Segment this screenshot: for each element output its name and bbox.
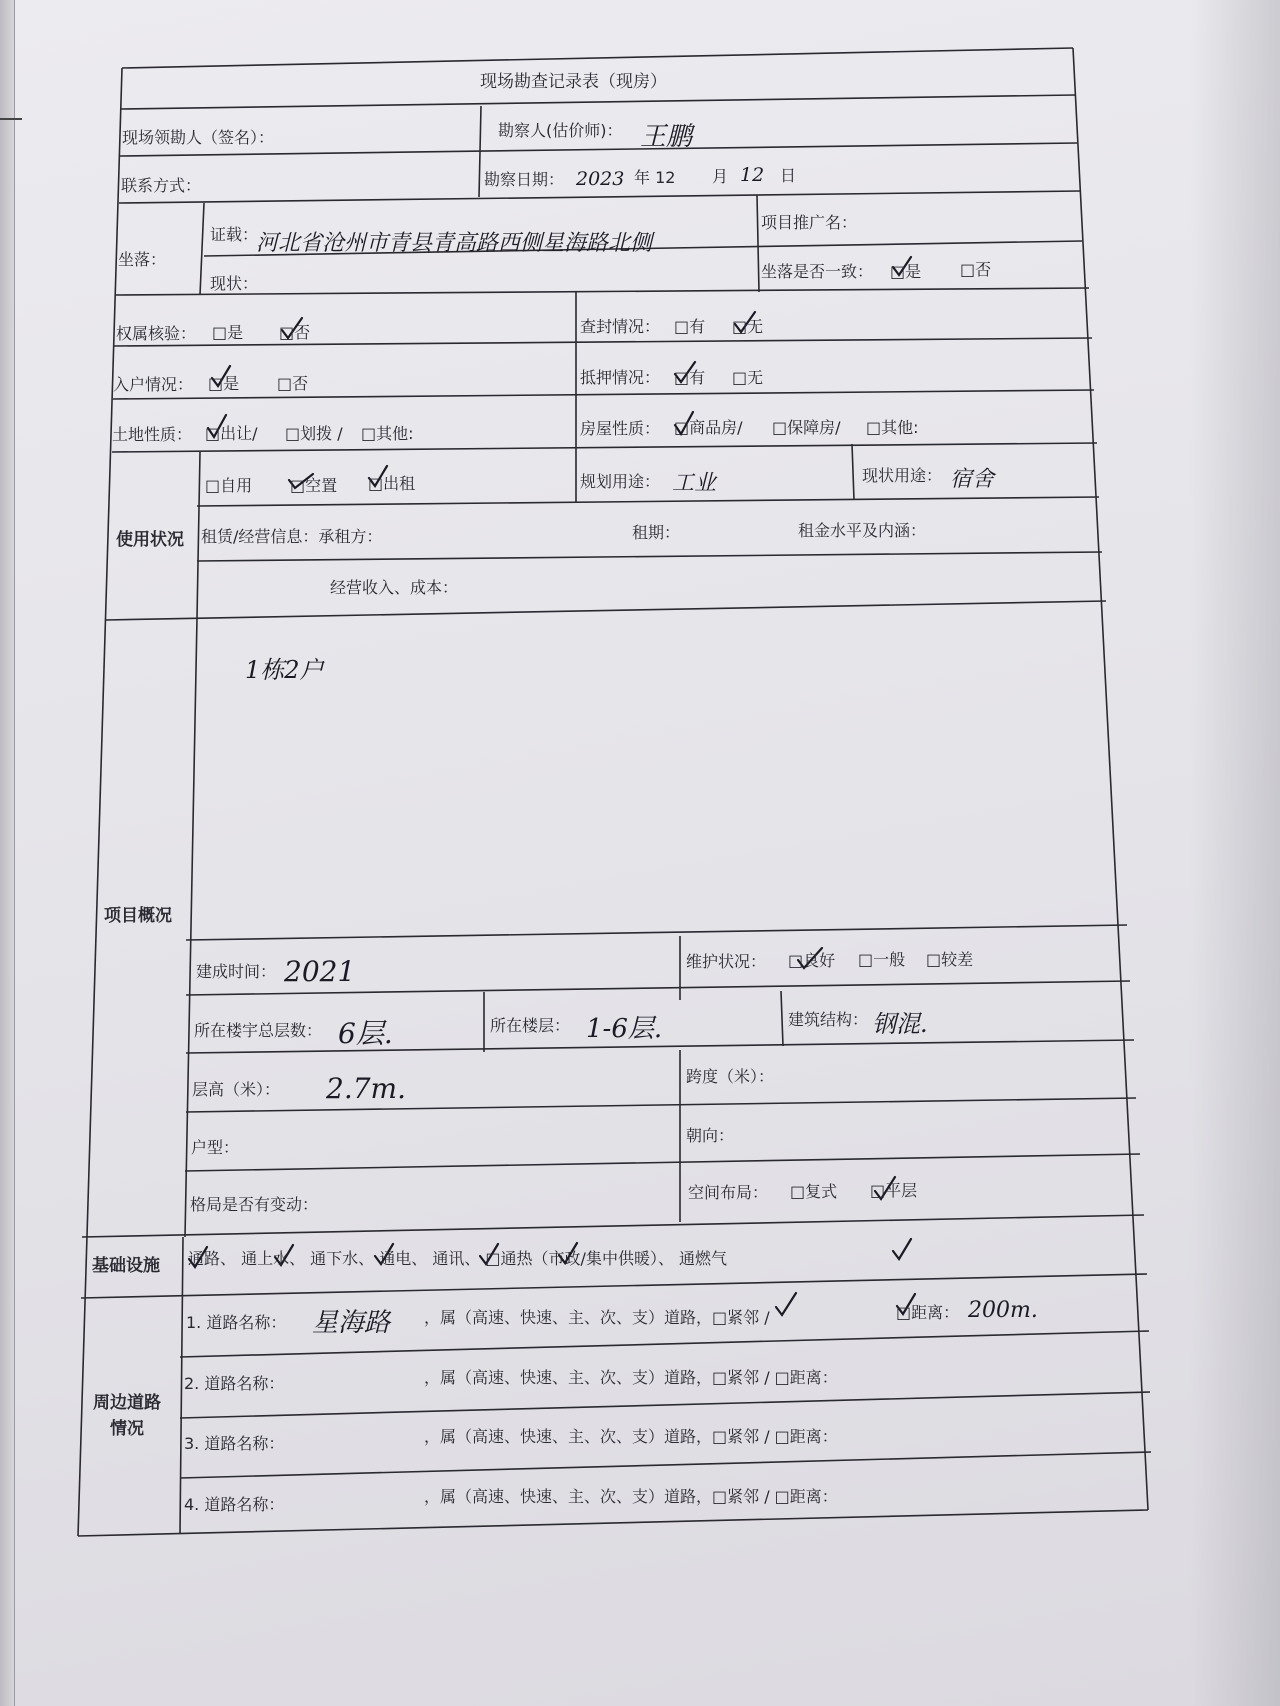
space-opt2: □平层 <box>870 1181 918 1200</box>
built-label: 建成时间： <box>196 962 277 981</box>
status-label: 现状： <box>210 274 259 293</box>
struct-label: 建筑结构： <box>788 1010 869 1029</box>
plan-use-label: 规划用途： <box>580 472 661 491</box>
income-label: 经营收入、成本： <box>330 578 459 597</box>
road-1-distance-label: □距离： <box>896 1303 960 1322</box>
cert-address: 河北省沧州市青县青高路西侧星海路北侧 <box>256 231 653 256</box>
surveyor-signature: 王鹏 <box>640 122 693 152</box>
height-value: 2.7m. <box>326 1072 406 1105</box>
date-day: 12 <box>740 164 765 186</box>
contact-label: 联系方式： <box>121 176 202 195</box>
check-infra-gas <box>893 1239 911 1259</box>
road-4-kind: ，属（高速、快速、主、次、支）道路，□紧邻 / □距离： <box>424 1487 838 1506</box>
road-2-kind: ，属（高速、快速、主、次、支）道路，□紧邻 / □距离： <box>424 1368 838 1387</box>
check-road-secondary <box>776 1293 796 1315</box>
house-opt1: □商品房/ <box>674 418 743 437</box>
land-opt2: □划拨 / <box>285 424 343 443</box>
rent-label: 租金水平及内涵： <box>798 521 927 540</box>
land-opt1: □出让/ <box>205 424 258 443</box>
lease-label: 租赁/经营信息：承租方： <box>201 527 383 546</box>
road-3-label: 3. 道路名称： <box>184 1434 285 1453</box>
ownership-label: 权属核验： <box>116 324 197 343</box>
built-value: 2021 <box>284 955 356 988</box>
house-opt3: □其他: <box>866 418 919 437</box>
consistent-no: □否 <box>960 260 992 279</box>
span-label: 跨度（米）： <box>686 1067 775 1086</box>
mortgage-label: 抵押情况： <box>580 368 661 387</box>
date-month-label: 月 <box>712 167 729 186</box>
consistent-label: 坐落是否一致： <box>761 262 874 281</box>
seal-have: □有 <box>674 317 706 336</box>
orient-label: 朝向： <box>686 1126 735 1145</box>
surveyor-label: 勘察人(估价师)： <box>498 121 623 140</box>
project-name-label: 项目推广名： <box>761 213 858 232</box>
overview-section-title: 项目概况 <box>104 906 172 926</box>
date-year: 2023 <box>576 168 625 190</box>
road-1-label: 1. 道路名称： <box>186 1313 287 1332</box>
consistent-yes: □是 <box>890 262 922 281</box>
lease-term-label: 租期： <box>632 523 681 542</box>
layout-change-label: 格局是否有变动： <box>190 1195 319 1214</box>
floors-label: 所在楼宇总层数： <box>194 1021 323 1040</box>
road-1-kind: ，属（高速、快速、主、次、支）道路，□紧邻 / <box>424 1308 770 1327</box>
current-use-label: 现状用途： <box>862 466 943 485</box>
ownership-no: □否 <box>279 323 311 342</box>
land-opt3: □其他: <box>361 424 414 443</box>
roads-section-title: 周边道路情况 <box>93 1393 161 1439</box>
floor-label: 所在楼层： <box>490 1016 571 1035</box>
date-label: 勘察日期： <box>484 170 565 189</box>
height-label: 层高（米）： <box>192 1080 281 1099</box>
maint-opt3: □较差 <box>926 950 974 969</box>
infra-section-title: 基础设施 <box>92 1256 160 1276</box>
location-label: 坐落： <box>118 250 167 269</box>
road-3-kind: ，属（高速、快速、主、次、支）道路，□紧邻 / □距离： <box>424 1427 838 1446</box>
infra-items: 通路、 通上水、 通下水、 通电、 通讯、 □通热（市政/集中供暖）、 通燃气 <box>188 1249 728 1268</box>
use-opt1: □自用 <box>205 476 253 495</box>
house-label: 房屋性质： <box>580 419 661 438</box>
entry-label: 入户情况： <box>113 375 194 394</box>
land-label: 土地性质： <box>112 425 193 444</box>
ownership-yes: □是 <box>212 323 244 342</box>
space-opt1: □复式 <box>790 1182 838 1201</box>
leader-label: 现场领勘人（签名）： <box>122 128 275 147</box>
use-opt3: □出租 <box>368 474 416 493</box>
struct-value: 钢混. <box>872 1010 928 1038</box>
seal-label: 查封情况： <box>580 317 661 336</box>
road-1-name: 星海路 <box>312 1308 391 1338</box>
house-opt2: □保障房/ <box>772 418 841 437</box>
maint-opt1: □良好 <box>788 951 836 970</box>
maint-label: 维护状况： <box>686 952 767 971</box>
road-4-label: 4. 道路名称： <box>184 1495 285 1514</box>
plan-use-value: 工业 <box>672 471 717 496</box>
current-use-value: 宿舍 <box>950 467 995 492</box>
mortgage-have: □有 <box>674 368 706 387</box>
date-mid: 年 12 <box>634 168 676 187</box>
space-label: 空间布局： <box>688 1183 769 1202</box>
maint-opt2: □一般 <box>858 950 906 969</box>
usage-section-title: 使用状况 <box>116 530 184 550</box>
overview-note: 1栋2户 <box>245 656 324 684</box>
road-2-label: 2. 道路名称： <box>184 1374 285 1393</box>
cert-label: 证载： <box>210 225 259 244</box>
type-label: 户型： <box>191 1138 240 1157</box>
form-title: 现场勘查记录表（现房） <box>480 72 667 92</box>
floor-value: 1-6层. <box>586 1014 663 1044</box>
date-day-label: 日 <box>780 166 797 185</box>
use-opt2: □空置 <box>290 476 338 495</box>
entry-no: □否 <box>277 374 309 393</box>
seal-none: □无 <box>732 317 764 336</box>
road-1-distance: 200m. <box>968 1298 1038 1323</box>
entry-yes: □是 <box>208 374 240 393</box>
floors-value: 6层. <box>338 1017 393 1050</box>
mortgage-none: □无 <box>732 368 764 387</box>
